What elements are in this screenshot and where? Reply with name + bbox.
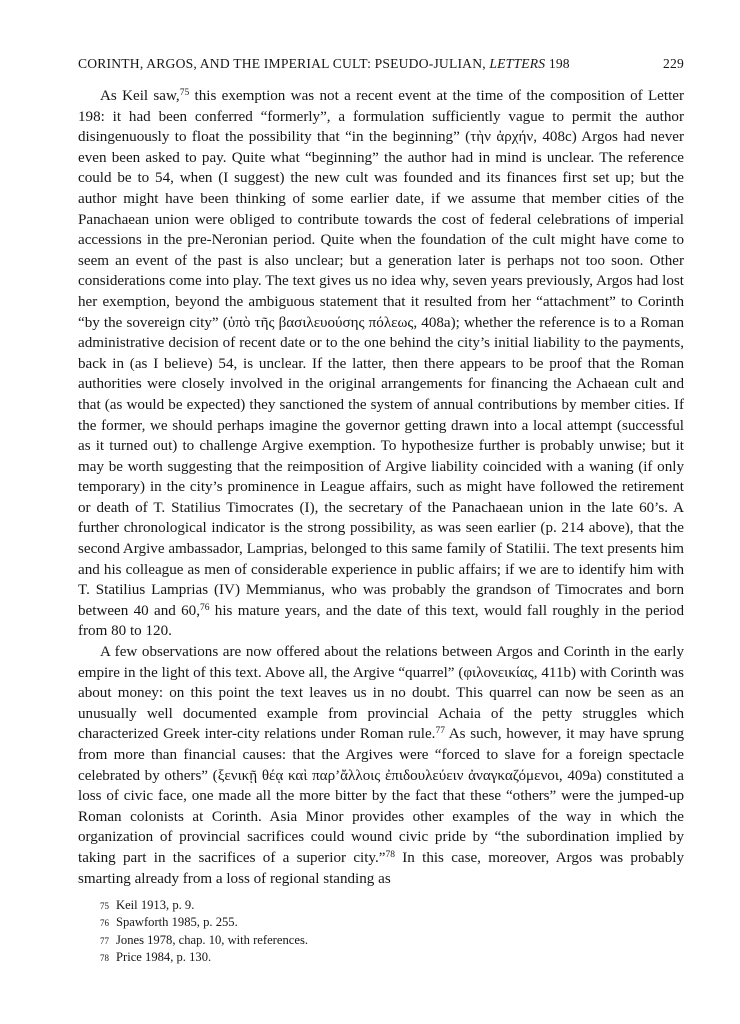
- footnote-78: 78 Price 1984, p. 130.: [78, 949, 684, 966]
- footnote-ref-76[interactable]: 76: [199, 602, 210, 613]
- text-run: his mature years, and the date of this text, would fall roughly in the period from 80 to 120.: [78, 602, 684, 640]
- footnote-ref-75[interactable]: 75: [179, 88, 190, 98]
- footnote-76: 76 Spawforth 1985, p. 255.: [78, 914, 684, 931]
- footnote-ref-77[interactable]: 77: [435, 726, 445, 737]
- body-text: [78, 86, 684, 889]
- text-run: A few observations are now offered about the relations between Argos and Corinth in the early empire in the light of this text. Above all, the Argive “quarrel” (φιλονεικίας, 411b) with Corinth was about money: on this point the text leaves us in no doubt. This quarrel can now be seen as an unusually well documented example from provincial Achaia of the petty struggles which characterized Greek inter-city relations under Roman rule.: [78, 644, 684, 743]
- running-head-title: CORINTH, ARGOS, AND THE IMPERIAL CULT: PSEUDO-JULIAN, LETTERS 198: [78, 56, 570, 71]
- page-number: 229: [663, 56, 684, 71]
- running-head: [78, 56, 684, 72]
- paragraph-2: [78, 642, 684, 889]
- footnote-text: Keil 1913, p. 9.: [116, 898, 195, 912]
- text-run: As Keil saw,: [100, 88, 180, 104]
- footnote-75: 75 Keil 1913, p. 9.: [78, 897, 684, 914]
- footnote-77: 77 Jones 1978, chap. 10, with references.: [78, 932, 684, 949]
- footnote-text: Price 1984, p. 130.: [116, 949, 212, 964]
- footnote-ref-78[interactable]: 78: [385, 849, 395, 860]
- text-run: this exemption was not a recent event at the time of the composition of Letter 198: it had been conferred “formerly”, a formulation sufficiently vague to permit the author disingenuously to float the possibility that “in the beginning” (τὴν ἀρχήν, 408c) Argos had never even been asked to pay. Quite what “beginning” the author had in mind is unclear. The reference could be to 54, when (I suggest) the new cult was founded and its finances first set up; but the author might have been thinking of some earlier date, if we assume that member cities of the Panachaean union were obliged to contribute towards the cost of federal celebrations of imperial accessions in the pre-Neronian period. Quite when the foundation of the cult might have come to seem an event of the past is also unclear; but a generation later is perhaps not too soon. Other considerations come into play. The text gives us no idea why, seven years previously, Argos had lost her exemption, beyond the ambiguous statement that it resulted from her “attachment” to Corinth “by the sovereign city” (ὑπὸ τῆς βασιλευούσης πόλεως, 408a); whether the reference is to a Roman administrative decision of recent date or to the one behind the city’s initial liability to the payments, back in (as I believe) 54, is unclear. If the latter, then there appears to be proof that the Roman authorities were closely involved in the original arrangements for financing the Achaean cult and that (as would be expected) they sanctioned the system of annual contributions by member cities. If the former, we should perhaps imagine the governor getting drawn into a local attempt (successful as it turned out) to challenge Argive exemption. To hypothesize further is probably unwise; but it may be worth suggesting that the reimposition of Argive liability coincided with a waning (if only temporary) in the city’s prominence in League affairs, such as might have followed the retirement or death of T. Statilius Timocrates (I), the secretary of the Panachaean union in the late 60’s. A further chronological indicator is the strong possibility, as was seen earlier (p. 214 above), that the second Argive ambassador, Lamprias, belonged to this same family of Statilii. The text presents him and his colleague as men of considerable experience in public affairs; if we are to identify him with T. Statilius Lamprias (IV) Memmianus, who was probably the grandson of Timocrates and born between 40 and 60,: [78, 88, 684, 619]
- footnote-text: Spawforth 1985, p. 255.: [116, 915, 238, 930]
- paragraph-1: [78, 86, 684, 642]
- footnote-text: Jones 1978, chap. 10, with references.: [116, 932, 308, 947]
- footnotes: [78, 897, 684, 966]
- text-run: In this case, moreover, Argos was probably smarting already from a loss of regional standing as: [78, 849, 684, 887]
- text-run: As such, however, it may have sprung from more than financial causes: that the Argives were “forced to slave for a foreign spectacle celebrated by others” (ξενικῇ θέᾳ καὶ παρ’ἄλλοις ἐπιδουλεύειν ἀναγκαζόμενοι, 409a) constituted a loss of civic face, one made all the more bitter by the fact that these “others” were the jumped-up Roman colonists at Corinth. Asia Minor provides other examples of the way in which the organization of provincial sacrifices could wound civic pride by “the subordination implied by taking part in the sacrifices of a superior city.”: [78, 726, 684, 866]
